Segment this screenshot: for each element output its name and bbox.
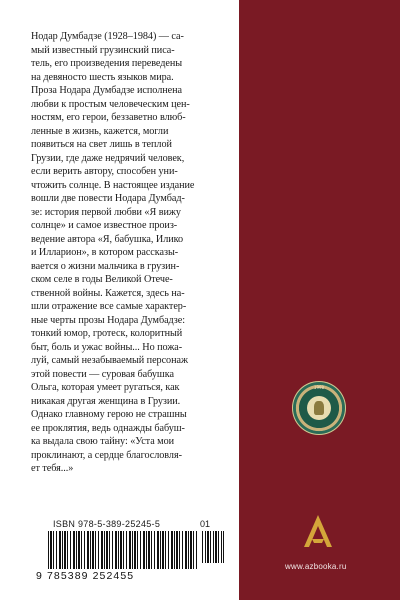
blurb-line: Проза Нодара Думбадзе исполнена — [31, 85, 182, 96]
barcode-image — [48, 531, 198, 569]
blurb-line: ственной войны. Кажется, здесь на- — [31, 287, 185, 299]
award-medal-icon — [292, 381, 346, 435]
blurb-line: появиться на свет лишь в теплой — [31, 139, 172, 150]
blurb-line: проклинают, а сердце благословля- — [31, 449, 182, 461]
blurb-line: тель, его произведения переведены — [31, 58, 183, 69]
blurb-line: ленные в жизнь, кажется, могли — [31, 125, 169, 137]
blurb-line: Однако главному герою не страшны — [31, 409, 187, 420]
blurb-panel — [31, 30, 221, 476]
medal-center — [307, 396, 331, 420]
blurb-line: вается о жизни мальчика в грузин- — [31, 260, 180, 272]
blurb-line: и Илларион», в котором рассказы- — [31, 247, 179, 258]
blurb-line: на девяносто шесть языков мира. — [31, 71, 174, 83]
blurb-line: луй, самый незабываемый персонаж — [31, 355, 188, 366]
publisher-url: www.azbooka.ru — [285, 562, 347, 571]
blurb-line: чтожить солнце. В настоящее издание — [31, 179, 195, 191]
blurb-line: солнце» и самое известное произ- — [31, 220, 178, 231]
blurb-line: ностям, его герои, беззаветно влюб- — [31, 112, 186, 123]
blurb-line: зе: история первой любви «Я вижу — [31, 206, 181, 218]
blurb-line: вошли две повести Нодара Думбад- — [31, 193, 185, 204]
blurb-line: мый известный грузинский писа- — [31, 44, 175, 56]
isbn-suffix: 01 — [200, 519, 211, 529]
blurb-line: Нодар Думбадзе (1928–1984) — са- — [31, 31, 184, 42]
blurb-line: ка выдала свою тайну: «Уста мои — [31, 436, 175, 447]
barcode-digits: 9 785389 252455 — [36, 570, 135, 582]
blurb-line: ском селе в годы Великой Отече- — [31, 274, 173, 285]
blurb-line: ведение автора «Я, бабушка, Илико — [31, 233, 184, 245]
blurb-line: тонкий юмор, гротеск, колоритный — [31, 328, 183, 339]
isbn-label: ISBN 978-5-389-25245-5 — [53, 519, 161, 529]
blurb-line: Грузии, где даже недрячий человек, — [31, 152, 185, 164]
blurb-line: никакая другая женщина в Грузии. — [31, 395, 181, 407]
blurb-line: ет тебя...» — [31, 463, 74, 474]
azbooka-logo-icon — [301, 513, 335, 551]
barcode-addon-image — [202, 531, 224, 563]
blurb-line: шли отражение все самые характер- — [31, 301, 187, 312]
blurb-line: быт, боль и ужас войны... Но пожа- — [31, 341, 183, 353]
blurb-line: этой повести — суровая бабушка — [31, 368, 174, 380]
blurb-line: любви к простым человеческим цен- — [31, 98, 190, 110]
blurb-line: Ольга, которая умеет ругаться, как — [31, 382, 180, 393]
blurb-text — [31, 30, 221, 476]
blurb-line: если верить автору, способен уни- — [31, 166, 178, 177]
blurb-line: ее проклятия, ведь однажды бабуш- — [31, 422, 185, 434]
red-side-panel — [239, 0, 400, 600]
medal-year: 1998 — [313, 385, 325, 390]
blurb-line: ные черты прозы Нодара Думбадзе: — [31, 314, 186, 326]
